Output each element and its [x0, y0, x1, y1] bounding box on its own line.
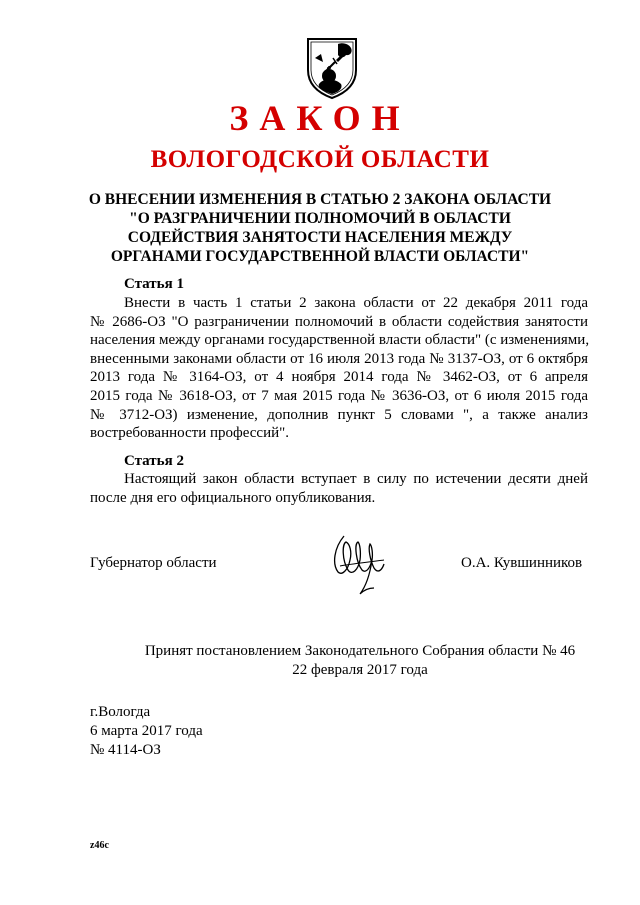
- place-and-date: [90, 703, 203, 759]
- paragraph-line: Внести в часть 1 статьи 2 закона области от 22 декабря 2011 года: [124, 295, 588, 311]
- adoption-line: Принят постановлением Законодательного Собрания области № 46: [144, 643, 576, 659]
- article-2-title: Статья 2: [124, 453, 184, 469]
- paragraph-line: № 3712-ОЗ) изменение, дополнив пункт 5 словами ", а также анализ: [90, 406, 588, 423]
- paragraph-line: 2015 года № 3618-ОЗ, от 7 мая 2015 года № 3636-ОЗ, от 6 июля 2015 года: [90, 387, 588, 404]
- document-code: z46c: [90, 840, 109, 851]
- signing-date: 6 марта 2017 года: [90, 722, 203, 739]
- paragraph-line: внесенными законами области от 16 июля 2013 года № 3137-ОЗ, от 6 октября: [90, 350, 588, 367]
- document-subtitle: ВОЛОГОДСКОЙ ОБЛАСТИ: [150, 146, 490, 173]
- paragraph-line: Настоящий закон области вступает в силу по истечении десяти дней: [124, 471, 588, 487]
- signatory-role: Губернатор области: [90, 555, 217, 571]
- paragraph-line: населения между органами государственной власти области" (с изменениями,: [90, 332, 590, 349]
- signatory-name: О.А. Кувшинников: [461, 555, 583, 571]
- article-2-text: [90, 470, 588, 507]
- adoption-date: 22 февраля 2017 года: [292, 661, 428, 678]
- law-heading-line: "О РАЗГРАНИЧЕНИИ ПОЛНОМОЧИЙ В ОБЛАСТИ: [129, 210, 511, 227]
- law-number: № 4114-ОЗ: [90, 741, 161, 758]
- vologda-coat-of-arms-icon: [305, 36, 359, 100]
- handwritten-signature-icon: [330, 530, 390, 598]
- paragraph-line: после дня его официального опубликования.: [90, 489, 376, 506]
- paragraph-line: № 2686-ОЗ "О разграничении полномочий в области содействия занятости: [90, 313, 588, 330]
- paragraph-line: 2013 года № 3164-ОЗ, от 4 ноября 2014 года № 3462-ОЗ, от 6 апреля: [90, 369, 588, 386]
- city: г.Вологда: [90, 704, 151, 720]
- law-heading-line: СОДЕЙСТВИЯ ЗАНЯТОСТИ НАСЕЛЕНИЯ МЕЖДУ: [127, 229, 513, 246]
- adoption-note: [60, 642, 640, 679]
- law-heading-line: О ВНЕСЕНИИ ИЗМЕНЕНИЯ В СТАТЬЮ 2 ЗАКОНА ОБЛАСТИ: [88, 191, 552, 208]
- document-title: ЗАКОН: [229, 98, 411, 138]
- paragraph-line: востребованности профессий".: [90, 425, 290, 442]
- law-heading: [80, 190, 560, 266]
- article-1-title: Статья 1: [124, 276, 184, 292]
- law-heading-line: ОРГАНАМИ ГОСУДАРСТВЕННОЙ ВЛАСТИ ОБЛАСТИ": [110, 248, 530, 265]
- article-1-text: [90, 294, 588, 443]
